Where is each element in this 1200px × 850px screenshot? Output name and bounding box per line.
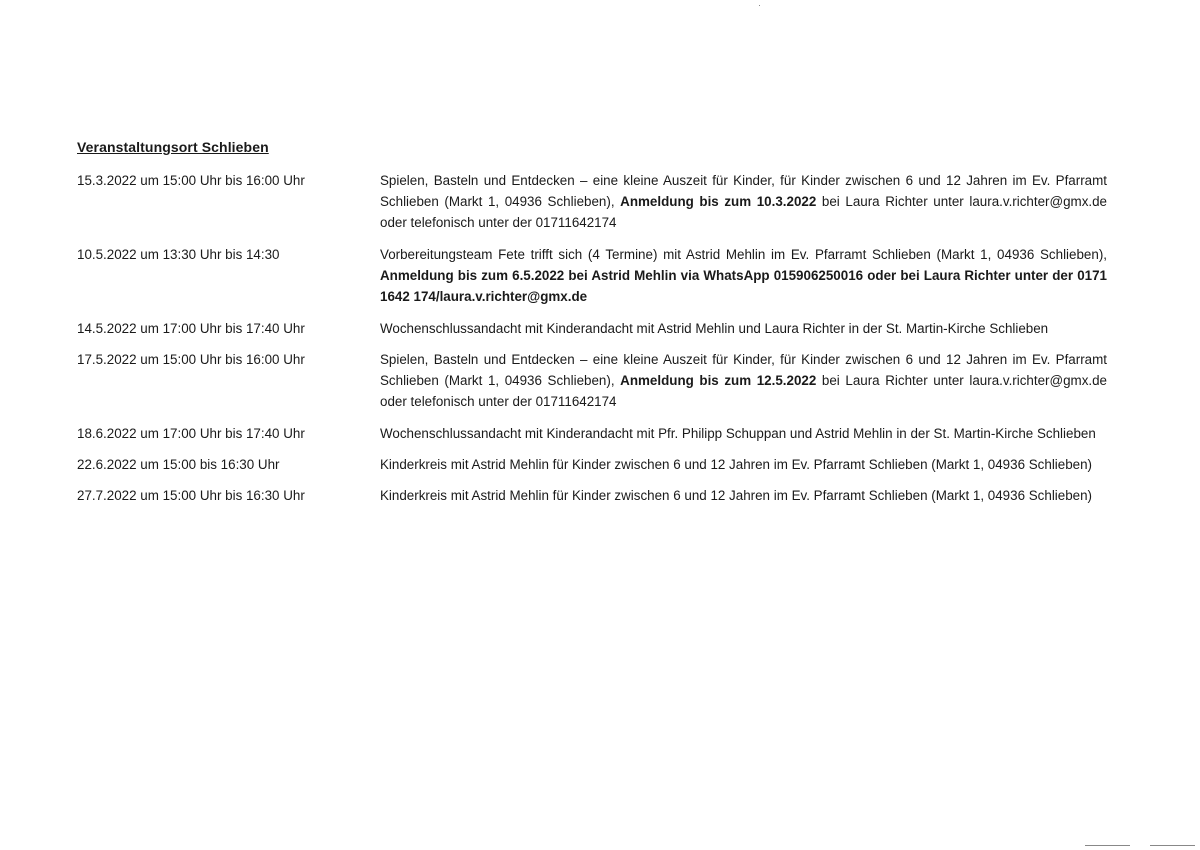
event-description xyxy=(380,454,1107,475)
scan-line xyxy=(1150,845,1195,846)
event-description xyxy=(380,349,1107,412)
event-row xyxy=(77,349,1107,412)
event-text-after: bei Laura Richter unter laura.v.richter@gmx.de oder telefonisch unter der 01711642174 xyxy=(380,194,1107,230)
event-text: Wochenschlussandacht mit Kinderandacht mit Astrid Mehlin und Laura Richter in der St. Martin-Kirche Schlieben xyxy=(380,321,1049,336)
event-text-after: bei Laura Richter unter laura.v.richter@gmx.de oder telefonisch unter der 01711642174 xyxy=(380,373,1107,409)
event-row xyxy=(77,423,1107,444)
event-registration: Anmeldung bis zum 6.5.2022 bei Astrid Mehlin via WhatsApp 015906250016 oder bei Laura Richter unter der 0171 1642 174/laura.v.richter@gmx.de xyxy=(380,268,1107,304)
event-date: 15.3.2022 um 15:00 Uhr bis 16:00 Uhr xyxy=(77,173,305,188)
event-text: Vorbereitungsteam Fete trifft sich (4 Termine) mit Astrid Mehlin im Ev. Pfarramt Schlieben (Markt 1, 04936 Schlieben), xyxy=(380,247,1107,262)
event-row xyxy=(77,244,1107,307)
event-text: Wochenschlussandacht mit Kinderandacht mit Pfr. Philipp Schuppan und Astrid Mehlin in der St. Martin-Kirche Schlieben xyxy=(380,426,1096,441)
event-date: 14.5.2022 um 17:00 Uhr bis 17:40 Uhr xyxy=(77,321,305,336)
event-row xyxy=(77,170,1107,233)
event-list xyxy=(77,170,1107,506)
event-description xyxy=(380,423,1107,444)
scan-line xyxy=(1085,845,1130,846)
event-date: 27.7.2022 um 15:00 Uhr bis 16:30 Uhr xyxy=(77,488,305,503)
event-date: 17.5.2022 um 15:00 Uhr bis 16:00 Uhr xyxy=(77,352,305,367)
event-description xyxy=(380,244,1107,307)
event-registration: Anmeldung bis zum 10.3.2022 xyxy=(620,194,817,209)
event-row xyxy=(77,485,1107,506)
event-row xyxy=(77,454,1107,475)
event-text: Kinderkreis mit Astrid Mehlin für Kinder zwischen 6 und 12 Jahren im Ev. Pfarramt Schlieben (Markt 1, 04936 Schlieben) xyxy=(380,488,1093,503)
event-row xyxy=(77,318,1107,339)
event-date: 22.6.2022 um 15:00 bis 16:30 Uhr xyxy=(77,457,280,472)
event-registration: Anmeldung bis zum 12.5.2022 xyxy=(620,373,817,388)
section-heading: Veranstaltungsort Schlieben xyxy=(77,139,269,155)
event-text: Spielen, Basteln und Entdecken – eine kleine Auszeit für Kinder, für Kinder zwischen 6 und 12 Jahren im Ev. Pfarramt Schlieben (Markt 1, 04936 Schlieben), xyxy=(380,173,1107,209)
event-text: Spielen, Basteln und Entdecken – eine kleine Auszeit für Kinder, für Kinder zwischen 6 und 12 Jahren im Ev. Pfarramt Schlieben (Markt 1, 04936 Schlieben), xyxy=(380,352,1107,388)
event-description xyxy=(380,485,1107,506)
scan-dot xyxy=(759,5,760,6)
event-description xyxy=(380,170,1107,233)
event-date: 18.6.2022 um 17:00 Uhr bis 17:40 Uhr xyxy=(77,426,305,441)
event-date: 10.5.2022 um 13:30 Uhr bis 14:30 xyxy=(77,247,280,262)
event-description xyxy=(380,318,1107,339)
event-text: Kinderkreis mit Astrid Mehlin für Kinder zwischen 6 und 12 Jahren im Ev. Pfarramt Schlieben (Markt 1, 04936 Schlieben) xyxy=(380,457,1093,472)
